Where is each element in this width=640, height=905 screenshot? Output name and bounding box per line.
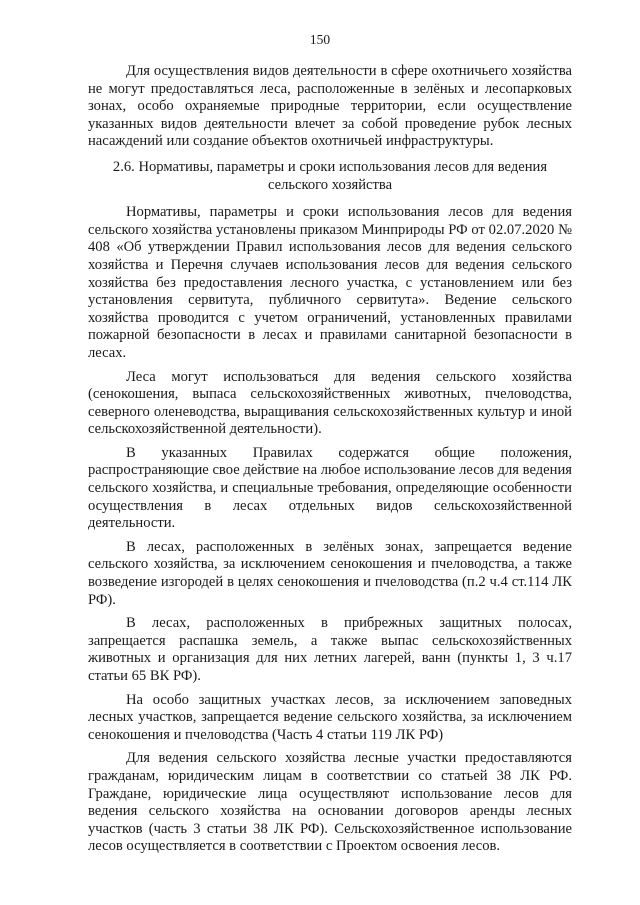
page-number: 150	[309, 32, 331, 47]
body-paragraph: Нормативы, параметры и сроки использования лесов для ведения сельского хозяйства установлены приказом Минприроды РФ от 02.07.2020 № 408 «Об утверждении Правил использования лесов для ведения сельского хозяйства и Перечня случаев использования лесов для ведения сельского хозяйства без предоставления лесного участка, с установлением или без установления сервитута, публичного сервитута». Ведение сельского хозяйства проводится с учетом ограничений, установленных правилами пожарной безопасности в лесах и правилами санитарной безопасности в лесах.	[88, 204, 572, 361]
body-paragraph: В лесах, расположенных в зелёных зонах, запрещается ведение сельского хозяйства, за исключением сенокошения и пчеловодства, а также возведение изгородей в целях сенокошения и пчеловодства (п.2 ч.4 ст.114 ЛК РФ).	[88, 538, 572, 608]
page-content	[88, 63, 572, 856]
body-paragraph: Для ведения сельского хозяйства лесные участки предоставляются гражданам, юридическим лицам в соответствии со статьей 38 ЛК РФ. Граждане, юридические лица осуществляют использование лесов для ведения сельского хозяйства на основании договоров аренды лесных участков (часть 3 статьи 38 ЛК РФ). Сельскохозяйственное использование лесов осуществляется в соответствии с Проектом освоения лесов.	[88, 750, 572, 855]
body-paragraph: В указанных Правилах содержатся общие положения, распространяющие свое действие на любое использование лесов для ведения сельского хозяйства, и специальные требования, определяющие особенности осуществления в лесах отдельных видов сельскохозяйственной деятельности.	[88, 444, 572, 532]
section-heading: 2.6. Нормативы, параметры и сроки использования лесов для ведения сельского хозяйства	[112, 158, 548, 193]
body-paragraph: На особо защитных участках лесов, за исключением заповедных лесных участков, запрещается ведение сельского хозяйства, за исключением сенокошения и пчеловодства (Часть 4 статьи 119 ЛК РФ)	[88, 691, 572, 743]
body-paragraph: В лесах, расположенных в прибрежных защитных полосах, запрещается распашка земель, а также выпас сельскохозяйственных животных и организация для них летних лагерей, ванн (пункты 1, 3 ч.17 статьи 65 ВК РФ).	[88, 615, 572, 684]
intro-paragraph: Для осуществления видов деятельности в сфере охотничьего хозяйства не могут предоставляться леса, расположенные в зелёных и лесопарковых зонах, особо охраняемые природные территории, если осуществление указанных видов деятельности влечет за собой проведение рубок лесных насаждений или создание объектов охотничьей инфраструктуры.	[88, 63, 572, 150]
body-paragraph: Леса могут использоваться для ведения сельского хозяйства (сенокошения, выпаса сельскохозяйственных животных, пчеловодства, северного оленеводства, выращивания сельскохозяйственных культур и иной сельскохозяйственной деятельности).	[88, 368, 572, 438]
